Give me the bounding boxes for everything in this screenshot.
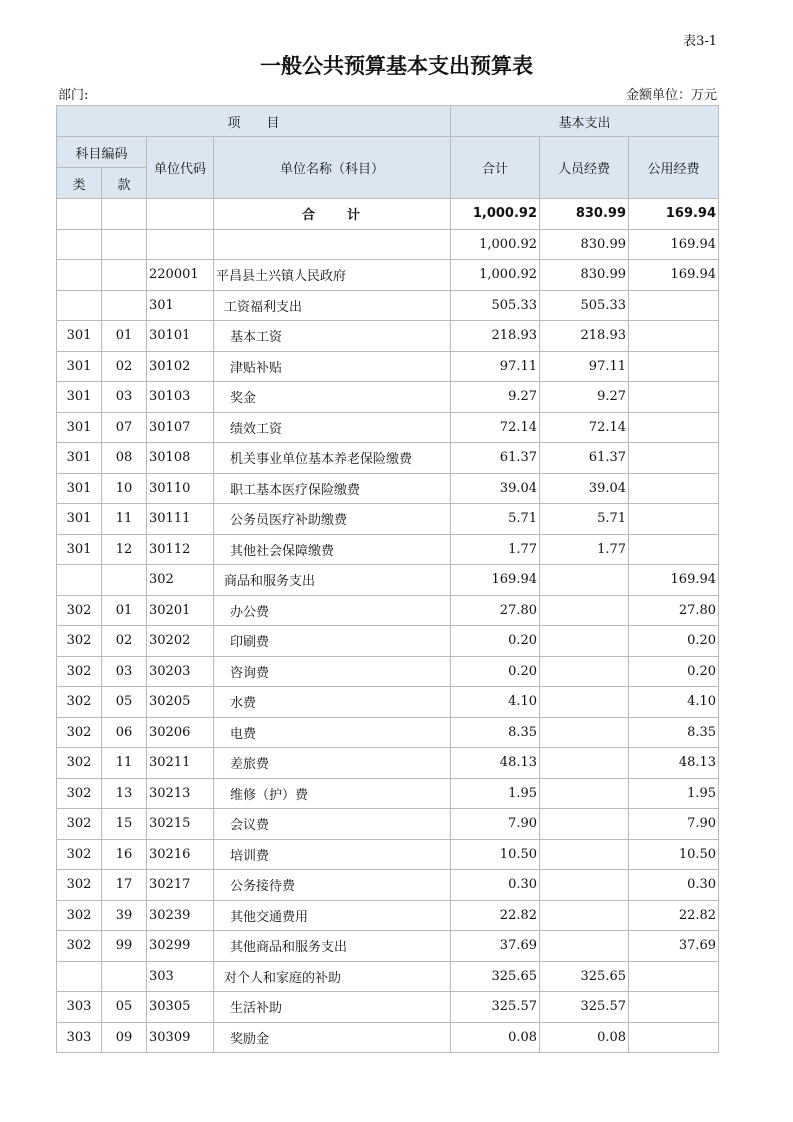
header-project: 项 目 bbox=[57, 106, 451, 137]
header-unit-code: 单位代码 bbox=[147, 137, 214, 199]
total-cell: 61.37 bbox=[451, 443, 540, 474]
unit-code-cell: 30102 bbox=[147, 351, 214, 382]
personnel-cell bbox=[540, 870, 629, 901]
subject-kuan-cell bbox=[102, 961, 147, 992]
subject-lei-cell: 301 bbox=[57, 443, 102, 474]
unit-code-cell: 30305 bbox=[147, 992, 214, 1023]
unit-name-cell: 对个人和家庭的补助 bbox=[214, 961, 451, 992]
subject-lei-cell bbox=[57, 565, 102, 596]
subject-kuan-cell bbox=[102, 565, 147, 596]
unit-code-cell: 30103 bbox=[147, 382, 214, 413]
table-row bbox=[57, 504, 719, 535]
public-cell bbox=[629, 961, 719, 992]
unit-name-cell: 办公费 bbox=[214, 595, 451, 626]
subject-kuan-cell bbox=[102, 199, 147, 230]
subject-kuan-cell: 10 bbox=[102, 473, 147, 504]
personnel-cell: 830.99 bbox=[540, 229, 629, 260]
table-row bbox=[57, 931, 719, 962]
table-row bbox=[57, 290, 719, 321]
subject-lei-cell bbox=[57, 229, 102, 260]
table-row bbox=[57, 260, 719, 291]
unit-name-cell: 水费 bbox=[214, 687, 451, 718]
public-cell: 169.94 bbox=[629, 260, 719, 291]
table-row bbox=[57, 992, 719, 1023]
subject-lei-cell: 303 bbox=[57, 992, 102, 1023]
subject-kuan-cell: 07 bbox=[102, 412, 147, 443]
unit-code-cell: 30213 bbox=[147, 778, 214, 809]
table-row bbox=[57, 626, 719, 657]
subject-kuan-cell: 02 bbox=[102, 351, 147, 382]
total-cell: 9.27 bbox=[451, 382, 540, 413]
public-cell bbox=[629, 992, 719, 1023]
unit-code-cell: 30101 bbox=[147, 321, 214, 352]
subject-kuan-cell bbox=[102, 290, 147, 321]
total-cell: 5.71 bbox=[451, 504, 540, 535]
table-row bbox=[57, 534, 719, 565]
public-cell: 37.69 bbox=[629, 931, 719, 962]
total-cell: 0.20 bbox=[451, 626, 540, 657]
personnel-cell: 0.08 bbox=[540, 1022, 629, 1053]
table-row bbox=[57, 229, 719, 260]
public-cell: 8.35 bbox=[629, 717, 719, 748]
personnel-cell: 218.93 bbox=[540, 321, 629, 352]
subject-lei-cell: 302 bbox=[57, 809, 102, 840]
total-cell: 218.93 bbox=[451, 321, 540, 352]
unit-code-cell: 302 bbox=[147, 565, 214, 596]
subject-lei-cell: 302 bbox=[57, 931, 102, 962]
unit-code-cell: 30202 bbox=[147, 626, 214, 657]
unit-code-cell: 220001 bbox=[147, 260, 214, 291]
header-subject-code: 科目编码 bbox=[57, 137, 147, 168]
total-cell: 37.69 bbox=[451, 931, 540, 962]
budget-table bbox=[56, 105, 719, 1053]
unit-code-cell: 30111 bbox=[147, 504, 214, 535]
personnel-cell: 72.14 bbox=[540, 412, 629, 443]
unit-code-cell: 30216 bbox=[147, 839, 214, 870]
public-cell: 22.82 bbox=[629, 900, 719, 931]
unit-name-cell: 奖励金 bbox=[214, 1022, 451, 1053]
table-row bbox=[57, 1022, 719, 1053]
subject-lei-cell: 302 bbox=[57, 626, 102, 657]
personnel-cell bbox=[540, 687, 629, 718]
total-cell: 0.08 bbox=[451, 1022, 540, 1053]
unit-code-cell bbox=[147, 229, 214, 260]
header-basic-expenditure: 基本支出 bbox=[451, 106, 719, 137]
unit-name-cell: 职工基本医疗保险缴费 bbox=[214, 473, 451, 504]
total-cell: 1.95 bbox=[451, 778, 540, 809]
unit-code-cell: 30108 bbox=[147, 443, 214, 474]
unit-name-cell: 维修（护）费 bbox=[214, 778, 451, 809]
unit-name-cell: 会议费 bbox=[214, 809, 451, 840]
personnel-cell bbox=[540, 839, 629, 870]
subject-lei-cell: 303 bbox=[57, 1022, 102, 1053]
subject-kuan-cell: 99 bbox=[102, 931, 147, 962]
public-cell bbox=[629, 1022, 719, 1053]
personnel-cell bbox=[540, 595, 629, 626]
subject-kuan-cell bbox=[102, 229, 147, 260]
header-personnel: 人员经费 bbox=[540, 137, 629, 199]
subject-kuan-cell: 03 bbox=[102, 656, 147, 687]
page-title: 一般公共预算基本支出预算表 bbox=[260, 54, 533, 78]
unit-name-cell: 公务接待费 bbox=[214, 870, 451, 901]
personnel-cell bbox=[540, 717, 629, 748]
public-cell: 10.50 bbox=[629, 839, 719, 870]
subject-lei-cell: 301 bbox=[57, 412, 102, 443]
subject-lei-cell: 302 bbox=[57, 687, 102, 718]
table-row bbox=[57, 199, 719, 230]
total-cell: 1,000.92 bbox=[451, 229, 540, 260]
table-row bbox=[57, 595, 719, 626]
header-lei: 类 bbox=[57, 168, 102, 199]
total-cell: 27.80 bbox=[451, 595, 540, 626]
total-cell: 169.94 bbox=[451, 565, 540, 596]
unit-code-cell: 30215 bbox=[147, 809, 214, 840]
table-row bbox=[57, 656, 719, 687]
subject-lei-cell: 301 bbox=[57, 473, 102, 504]
public-cell bbox=[629, 290, 719, 321]
personnel-cell: 325.65 bbox=[540, 961, 629, 992]
unit-code-cell: 30217 bbox=[147, 870, 214, 901]
subject-lei-cell: 301 bbox=[57, 504, 102, 535]
table-row bbox=[57, 839, 719, 870]
total-cell: 1.77 bbox=[451, 534, 540, 565]
table-row bbox=[57, 565, 719, 596]
public-cell: 169.94 bbox=[629, 199, 719, 230]
subject-lei-cell bbox=[57, 961, 102, 992]
total-cell: 22.82 bbox=[451, 900, 540, 931]
table-row bbox=[57, 778, 719, 809]
subject-kuan-cell: 03 bbox=[102, 382, 147, 413]
subject-lei-cell bbox=[57, 290, 102, 321]
personnel-cell: 830.99 bbox=[540, 199, 629, 230]
unit-code-cell: 303 bbox=[147, 961, 214, 992]
personnel-cell bbox=[540, 931, 629, 962]
unit-name-cell: 绩效工资 bbox=[214, 412, 451, 443]
total-cell: 1,000.92 bbox=[451, 260, 540, 291]
unit-name-cell: 其他商品和服务支出 bbox=[214, 931, 451, 962]
total-cell: 505.33 bbox=[451, 290, 540, 321]
unit-code-cell: 30107 bbox=[147, 412, 214, 443]
table-row bbox=[57, 870, 719, 901]
unit-name-cell: 机关事业单位基本养老保险缴费 bbox=[214, 443, 451, 474]
public-cell bbox=[629, 504, 719, 535]
subject-kuan-cell: 15 bbox=[102, 809, 147, 840]
table-row bbox=[57, 748, 719, 779]
personnel-cell bbox=[540, 656, 629, 687]
subject-lei-cell: 301 bbox=[57, 382, 102, 413]
unit-code-cell: 30211 bbox=[147, 748, 214, 779]
personnel-cell bbox=[540, 626, 629, 657]
subject-lei-cell bbox=[57, 260, 102, 291]
public-cell: 169.94 bbox=[629, 229, 719, 260]
total-cell: 0.30 bbox=[451, 870, 540, 901]
subject-kuan-cell: 05 bbox=[102, 992, 147, 1023]
header-unit-name: 单位名称（科目） bbox=[214, 137, 451, 199]
table-row bbox=[57, 687, 719, 718]
table-number: 表3-1 bbox=[683, 34, 717, 49]
public-cell bbox=[629, 443, 719, 474]
total-cell: 4.10 bbox=[451, 687, 540, 718]
unit-name-cell: 工资福利支出 bbox=[214, 290, 451, 321]
table-row bbox=[57, 351, 719, 382]
subject-lei-cell: 302 bbox=[57, 778, 102, 809]
table-body bbox=[57, 199, 719, 1053]
subject-lei-cell bbox=[57, 199, 102, 230]
public-cell: 0.20 bbox=[629, 656, 719, 687]
table-row bbox=[57, 961, 719, 992]
total-cell: 72.14 bbox=[451, 412, 540, 443]
public-cell bbox=[629, 412, 719, 443]
personnel-cell bbox=[540, 900, 629, 931]
personnel-cell: 5.71 bbox=[540, 504, 629, 535]
unit-name-cell: 奖金 bbox=[214, 382, 451, 413]
unit-name-cell bbox=[214, 229, 451, 260]
unit-name-cell: 差旅费 bbox=[214, 748, 451, 779]
subject-lei-cell: 302 bbox=[57, 870, 102, 901]
unit-code-cell: 30206 bbox=[147, 717, 214, 748]
subject-lei-cell: 302 bbox=[57, 839, 102, 870]
total-cell: 0.20 bbox=[451, 656, 540, 687]
unit-name-cell: 平昌县土兴镇人民政府 bbox=[214, 260, 451, 291]
public-cell: 48.13 bbox=[629, 748, 719, 779]
unit-code-cell: 301 bbox=[147, 290, 214, 321]
subject-kuan-cell bbox=[102, 260, 147, 291]
total-cell: 48.13 bbox=[451, 748, 540, 779]
total-cell: 10.50 bbox=[451, 839, 540, 870]
unit-name-cell: 电费 bbox=[214, 717, 451, 748]
amount-unit-label: 金额单位：万元 bbox=[625, 88, 717, 103]
table-row bbox=[57, 412, 719, 443]
unit-code-cell: 30110 bbox=[147, 473, 214, 504]
subject-kuan-cell: 01 bbox=[102, 595, 147, 626]
personnel-cell bbox=[540, 565, 629, 596]
public-cell bbox=[629, 321, 719, 352]
subject-kuan-cell: 39 bbox=[102, 900, 147, 931]
table-row bbox=[57, 473, 719, 504]
table-row bbox=[57, 443, 719, 474]
unit-name-cell: 生活补助 bbox=[214, 992, 451, 1023]
public-cell: 0.20 bbox=[629, 626, 719, 657]
personnel-cell bbox=[540, 748, 629, 779]
public-cell: 169.94 bbox=[629, 565, 719, 596]
subject-kuan-cell: 09 bbox=[102, 1022, 147, 1053]
subject-kuan-cell: 01 bbox=[102, 321, 147, 352]
total-cell: 7.90 bbox=[451, 809, 540, 840]
total-cell: 325.57 bbox=[451, 992, 540, 1023]
unit-name-cell: 基本工资 bbox=[214, 321, 451, 352]
public-cell bbox=[629, 351, 719, 382]
subject-lei-cell: 302 bbox=[57, 656, 102, 687]
subject-kuan-cell: 12 bbox=[102, 534, 147, 565]
subject-kuan-cell: 11 bbox=[102, 748, 147, 779]
subject-kuan-cell: 11 bbox=[102, 504, 147, 535]
unit-name-cell: 公务员医疗补助缴费 bbox=[214, 504, 451, 535]
personnel-cell: 39.04 bbox=[540, 473, 629, 504]
public-cell bbox=[629, 473, 719, 504]
subject-lei-cell: 302 bbox=[57, 595, 102, 626]
unit-code-cell: 30299 bbox=[147, 931, 214, 962]
subject-lei-cell: 301 bbox=[57, 321, 102, 352]
personnel-cell bbox=[540, 778, 629, 809]
subject-kuan-cell: 16 bbox=[102, 839, 147, 870]
public-cell bbox=[629, 534, 719, 565]
personnel-cell: 97.11 bbox=[540, 351, 629, 382]
public-cell: 27.80 bbox=[629, 595, 719, 626]
subject-kuan-cell: 05 bbox=[102, 687, 147, 718]
unit-code-cell: 30112 bbox=[147, 534, 214, 565]
unit-name-cell: 商品和服务支出 bbox=[214, 565, 451, 596]
unit-code-cell: 30203 bbox=[147, 656, 214, 687]
table-row bbox=[57, 717, 719, 748]
header-total: 合计 bbox=[451, 137, 540, 199]
personnel-cell: 61.37 bbox=[540, 443, 629, 474]
table-row bbox=[57, 382, 719, 413]
subject-kuan-cell: 08 bbox=[102, 443, 147, 474]
personnel-cell: 325.57 bbox=[540, 992, 629, 1023]
unit-name-cell: 培训费 bbox=[214, 839, 451, 870]
public-cell: 4.10 bbox=[629, 687, 719, 718]
personnel-cell: 830.99 bbox=[540, 260, 629, 291]
subject-kuan-cell: 13 bbox=[102, 778, 147, 809]
department-label: 部门: bbox=[58, 88, 89, 103]
unit-code-cell: 30205 bbox=[147, 687, 214, 718]
total-cell: 1,000.92 bbox=[451, 199, 540, 230]
total-cell: 325.65 bbox=[451, 961, 540, 992]
total-cell: 39.04 bbox=[451, 473, 540, 504]
unit-name-cell: 津贴补贴 bbox=[214, 351, 451, 382]
unit-name-cell: 咨询费 bbox=[214, 656, 451, 687]
public-cell: 0.30 bbox=[629, 870, 719, 901]
unit-code-cell: 30309 bbox=[147, 1022, 214, 1053]
unit-code-cell: 30201 bbox=[147, 595, 214, 626]
unit-code-cell: 30239 bbox=[147, 900, 214, 931]
header-public: 公用经费 bbox=[629, 137, 719, 199]
subject-kuan-cell: 17 bbox=[102, 870, 147, 901]
unit-name-cell: 其他社会保障缴费 bbox=[214, 534, 451, 565]
table-row bbox=[57, 809, 719, 840]
subject-lei-cell: 302 bbox=[57, 748, 102, 779]
subject-lei-cell: 301 bbox=[57, 351, 102, 382]
unit-name-cell: 印刷费 bbox=[214, 626, 451, 657]
personnel-cell bbox=[540, 809, 629, 840]
public-cell: 7.90 bbox=[629, 809, 719, 840]
table-row bbox=[57, 321, 719, 352]
total-cell: 97.11 bbox=[451, 351, 540, 382]
personnel-cell: 505.33 bbox=[540, 290, 629, 321]
table-row bbox=[57, 900, 719, 931]
unit-name-cell: 合 计 bbox=[214, 199, 451, 230]
subject-lei-cell: 301 bbox=[57, 534, 102, 565]
header-kuan: 款 bbox=[102, 168, 147, 199]
subject-kuan-cell: 06 bbox=[102, 717, 147, 748]
subject-lei-cell: 302 bbox=[57, 717, 102, 748]
unit-code-cell bbox=[147, 199, 214, 230]
subject-lei-cell: 302 bbox=[57, 900, 102, 931]
public-cell bbox=[629, 382, 719, 413]
unit-name-cell: 其他交通费用 bbox=[214, 900, 451, 931]
subject-kuan-cell: 02 bbox=[102, 626, 147, 657]
public-cell: 1.95 bbox=[629, 778, 719, 809]
total-cell: 8.35 bbox=[451, 717, 540, 748]
personnel-cell: 1.77 bbox=[540, 534, 629, 565]
personnel-cell: 9.27 bbox=[540, 382, 629, 413]
